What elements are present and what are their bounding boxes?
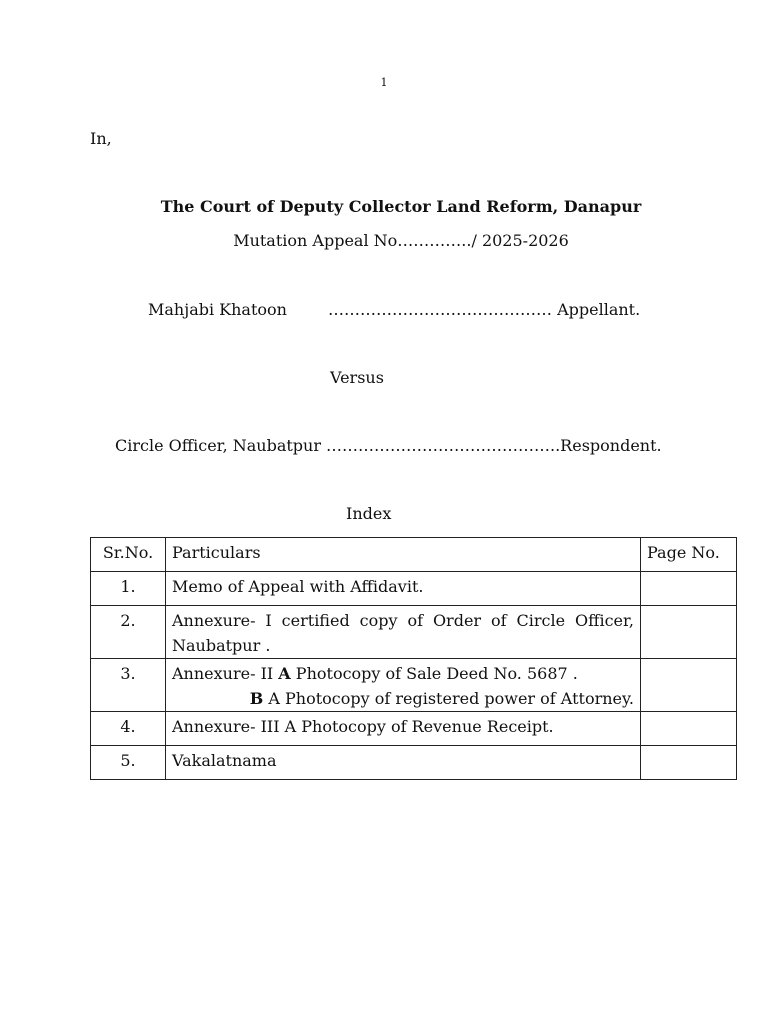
row-page-no xyxy=(641,606,737,659)
row-particulars-line1: Annexure- I certified copy of Order of Circle Officer, xyxy=(172,611,634,630)
salutation: In, xyxy=(90,129,112,148)
table-row xyxy=(91,712,737,746)
row-particulars xyxy=(166,606,641,659)
row-sr-no: 5. xyxy=(91,746,166,780)
row-page-no xyxy=(641,659,737,712)
row-page-no xyxy=(641,746,737,780)
court-title: The Court of Deputy Collector Land Reform, Danapur xyxy=(160,197,642,216)
appellant-role: …………………………………… Appellant. xyxy=(328,300,641,319)
annexure-label: Annexure- II xyxy=(172,664,279,683)
row-particulars-line2 xyxy=(172,686,634,711)
header-particulars: Particulars xyxy=(166,538,641,572)
row-page-no xyxy=(641,712,737,746)
row-sr-no: 3. xyxy=(91,659,166,712)
row-particulars-line2: Naubatpur . xyxy=(172,636,271,655)
appeal-number-line: Mutation Appeal No…………../ 2025-2026 xyxy=(233,231,569,250)
row-page-no xyxy=(641,572,737,606)
row-sr-no: 1. xyxy=(91,572,166,606)
item-b-text: A Photocopy of registered power of Attorney. xyxy=(263,689,634,708)
row-particulars: Annexure- III A Photocopy of Revenue Receipt. xyxy=(166,712,641,746)
table-row xyxy=(91,746,737,780)
versus-label: Versus xyxy=(330,368,384,387)
row-particulars xyxy=(166,659,641,712)
respondent-role: ……………………………………..Respondent. xyxy=(326,436,662,455)
item-marker-a: A xyxy=(278,664,291,683)
item-a-text: Photocopy of Sale Deed No. 5687 . xyxy=(290,664,578,683)
appellant-name: Mahjabi Khatoon xyxy=(148,300,287,319)
respondent-name: Circle Officer, Naubatpur xyxy=(115,436,321,455)
table-row xyxy=(91,606,737,659)
row-particulars: Memo of Appeal with Affidavit. xyxy=(166,572,641,606)
table-row xyxy=(91,572,737,606)
row-particulars: Vakalatnama xyxy=(166,746,641,780)
page-number: 1 xyxy=(380,76,388,89)
row-sr-no: 2. xyxy=(91,606,166,659)
row-particulars-line1 xyxy=(172,661,634,686)
header-sr-no: Sr.No. xyxy=(91,538,166,572)
index-table xyxy=(90,537,737,780)
table-row xyxy=(91,659,737,712)
item-marker-b: B xyxy=(249,689,264,708)
index-title: Index xyxy=(346,504,392,523)
row-sr-no: 4. xyxy=(91,712,166,746)
table-header-row xyxy=(91,538,737,572)
header-page-no: Page No. xyxy=(641,538,737,572)
